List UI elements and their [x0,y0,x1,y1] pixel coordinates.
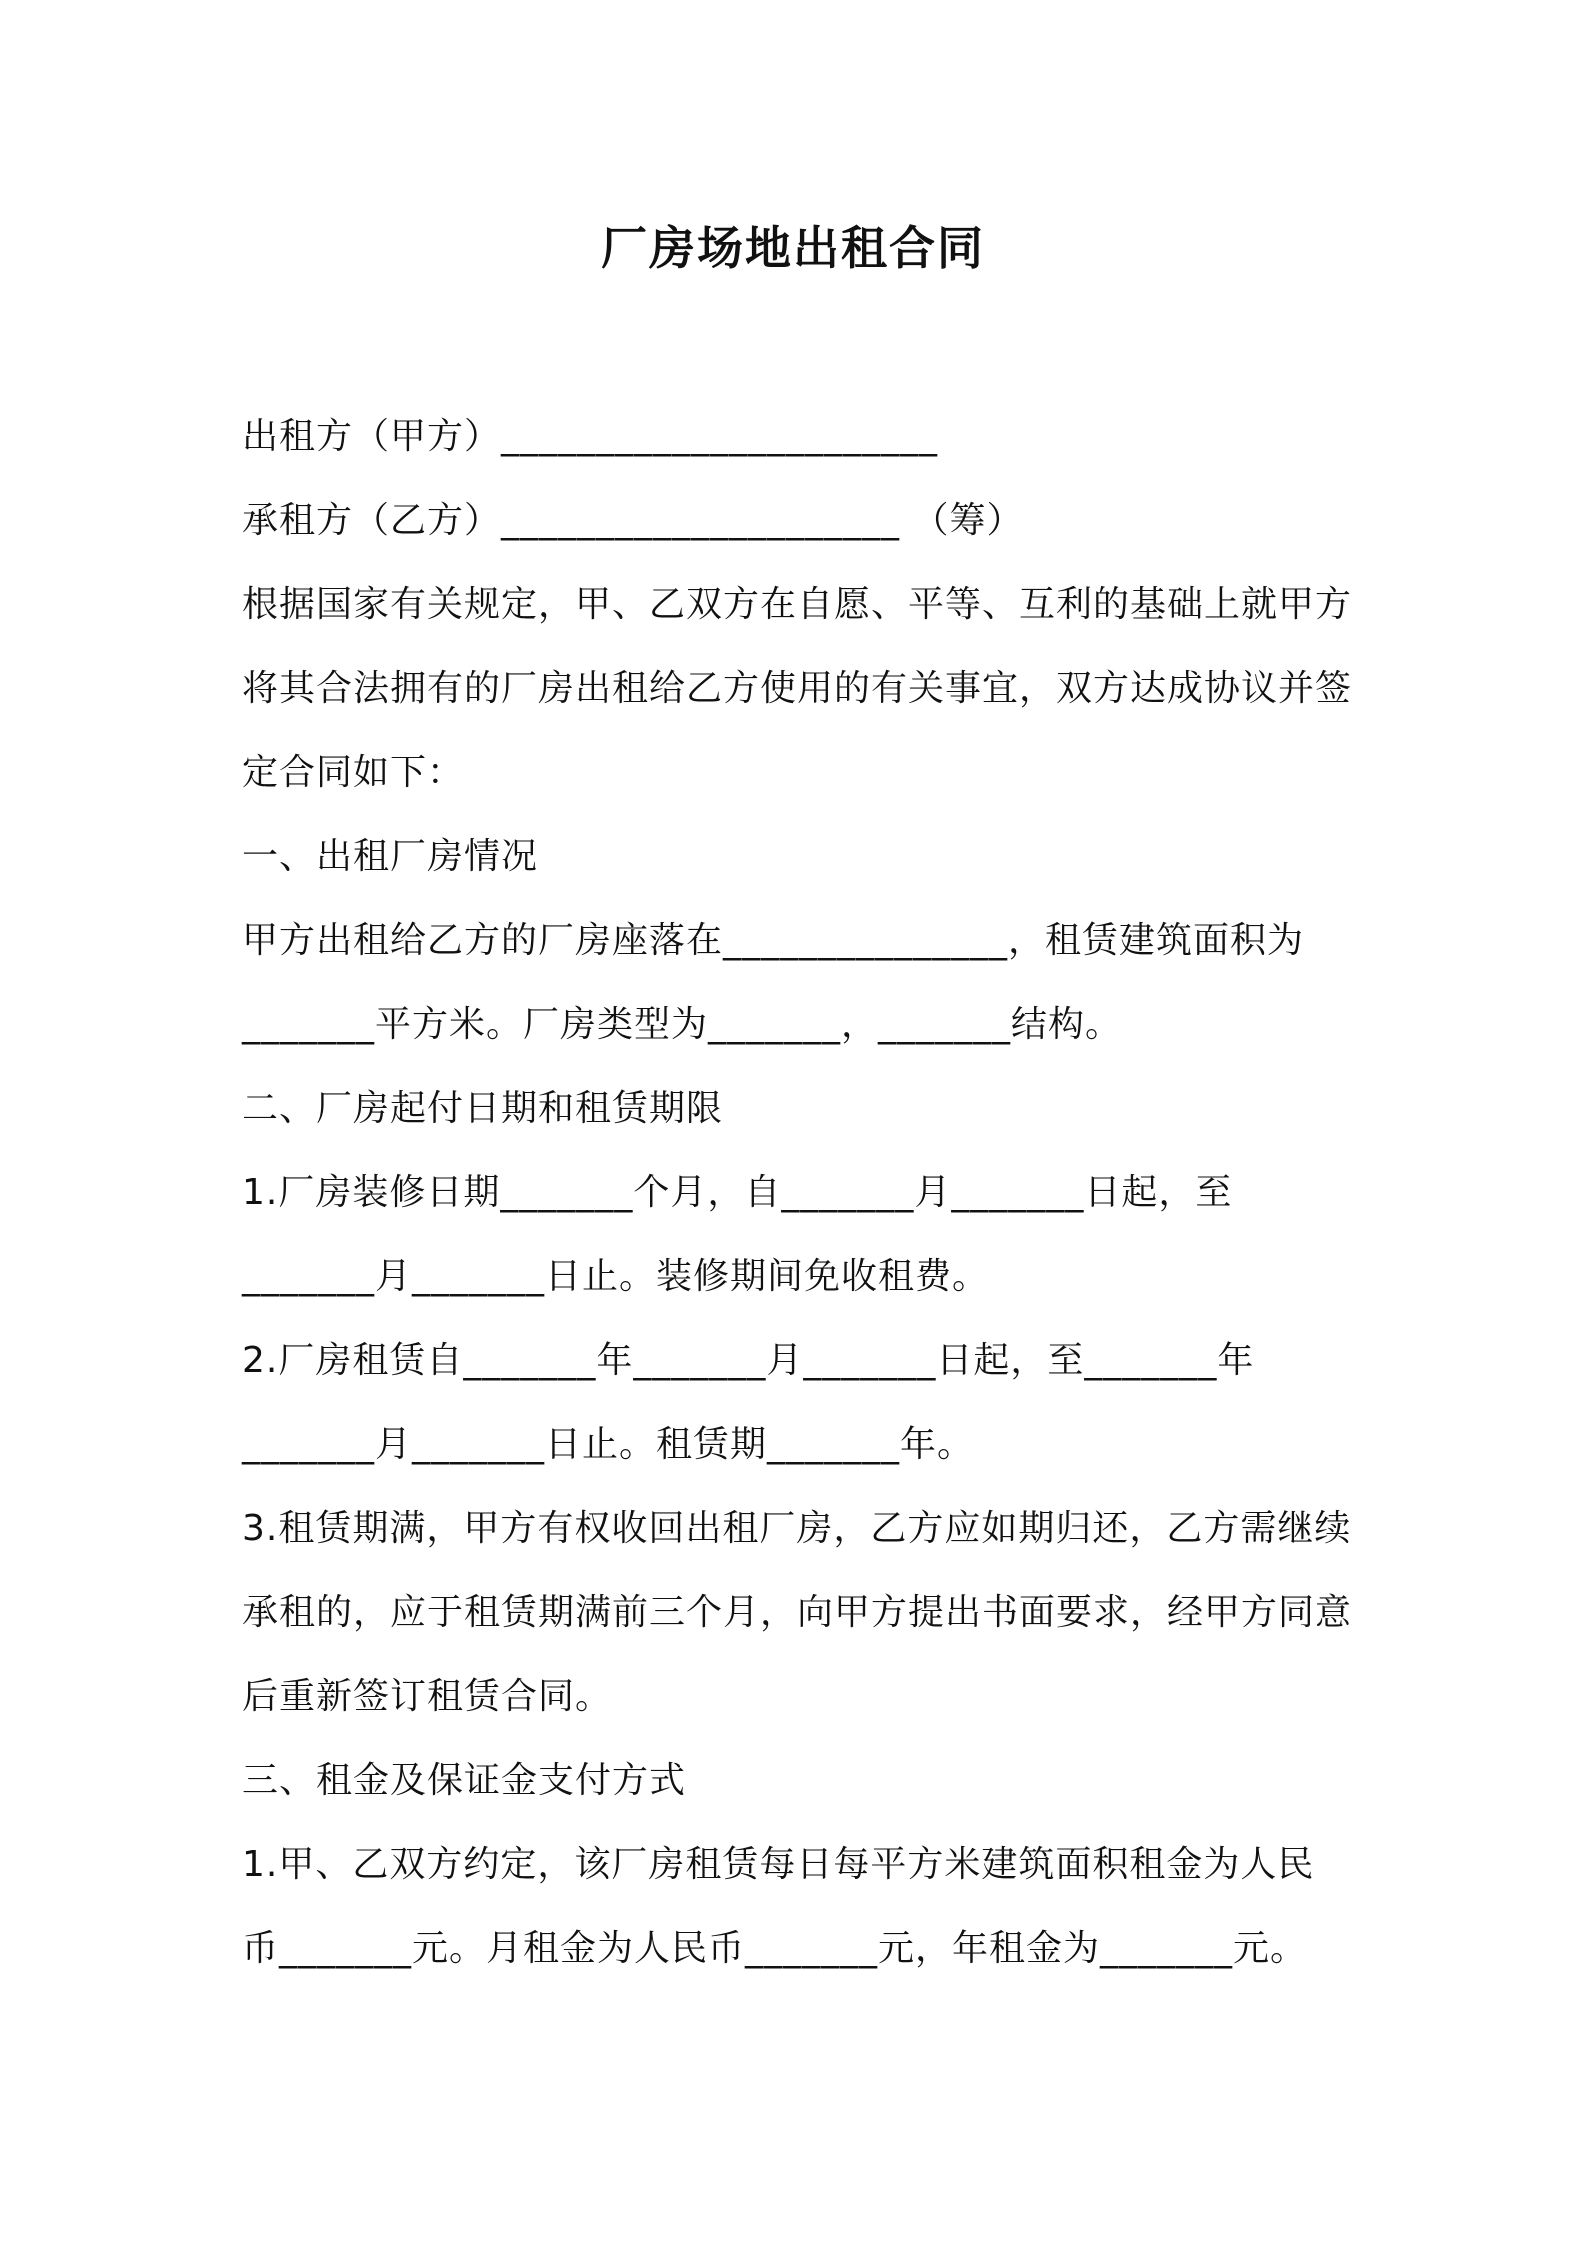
clause-3-1-line-2: 币_______元。月租金为人民币_______元，年租金为_______元。 [242,1928,1308,1969]
preamble-line-1: 根据国家有关规定，甲、乙双方在自愿、平等、互利的基础上就甲方 [242,584,1353,625]
clause-2-2-line-1: 2.厂房租赁自_______年_______月_______日起，至_______年 [242,1340,1255,1381]
section-1-line-2: _______平方米。厂房类型为_______，_______结构。 [242,1004,1123,1045]
clause-2-3-line-3: 后重新签订租赁合同。 [242,1676,613,1717]
section-1-line-1: 甲方出租给乙方的厂房座落在_______________，租赁建筑面积为 [242,920,1305,961]
clause-2-1-line-1: 1.厂房装修日期_______个月，自_______月_______日起，至 [242,1172,1233,1213]
preamble-line-3: 定合同如下： [242,752,465,793]
lessee-line: 承租方（乙方）_____________________ （筹） [242,500,1024,541]
lessor-line: 出租方（甲方）_______________________ [242,416,939,457]
clause-3-1-line-1: 1.甲、乙双方约定，该厂房租赁每日每平方米建筑面积租金为人民 [242,1844,1315,1885]
clause-2-3-line-2: 承租的，应于租赁期满前三个月，向甲方提出书面要求，经甲方同意 [242,1592,1353,1633]
section-heading-1: 一、出租厂房情况 [242,836,539,877]
section-heading-2: 二、厂房起付日期和租赁期限 [242,1088,724,1129]
section-heading-3: 三、租金及保证金支付方式 [242,1760,687,1801]
clause-2-2-line-2: _______月_______日止。租赁期_______年。 [242,1424,975,1465]
document-title: 厂房场地出租合同 [601,221,985,275]
preamble-line-2: 将其合法拥有的厂房出租给乙方使用的有关事宜，双方达成协议并签 [242,668,1353,709]
clause-2-3-line-1: 3.租赁期满，甲方有权收回出租厂房，乙方应如期归还，乙方需继续 [242,1508,1352,1549]
clause-2-1-line-2: _______月_______日止。装修期间免收租费。 [242,1256,990,1297]
